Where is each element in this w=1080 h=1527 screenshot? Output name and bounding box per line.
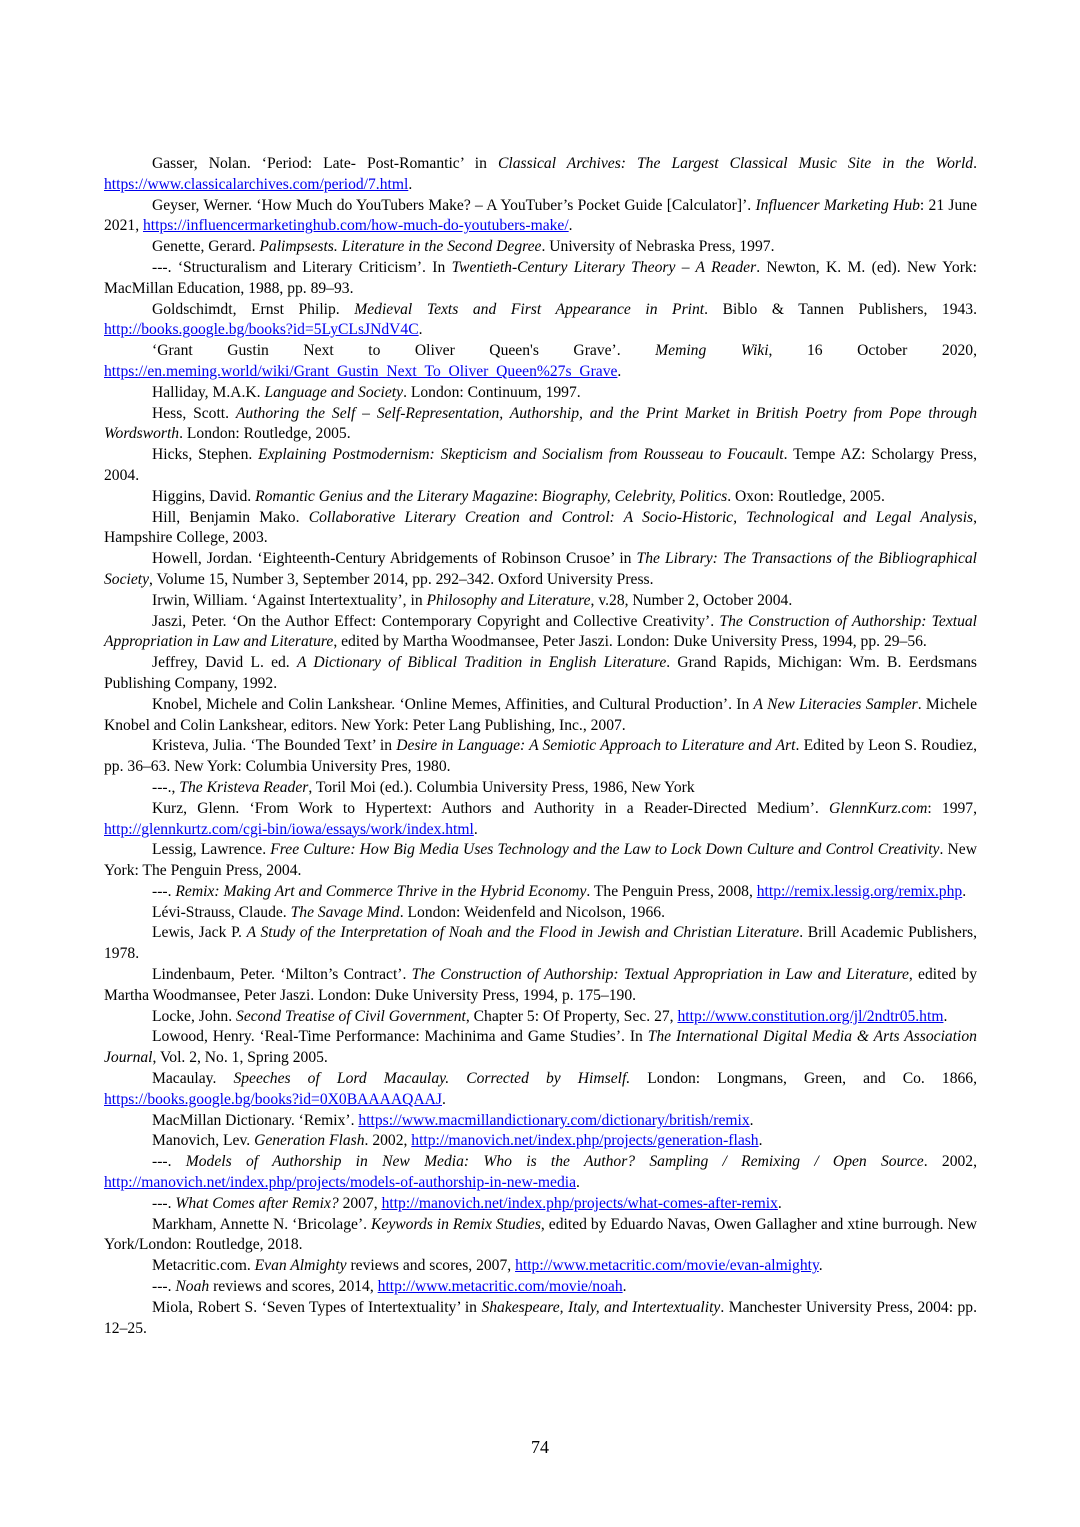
bibliography-entry: [104, 341, 977, 383]
bibliography-entry: [104, 1027, 977, 1069]
entry-text: .: [622, 1278, 627, 1296]
entry-text: , Chapter 5: Of Property, Sec. 27,: [465, 1007, 678, 1025]
work-title: The Construction of Authorship: Textual Appropriation in Law and Literature: [104, 612, 977, 651]
bibliography-entry: [104, 196, 977, 238]
entry-text: Lessig, Lawrence.: [152, 841, 271, 859]
entry-text: , edited by Martha Woodmansee, Peter Jaszi. London: Duke University Press, 1994, pp. 29–56.: [333, 633, 927, 651]
entry-text: Geyser, Werner. ‘How Much do YouTubers Make? – A YouTuber’s Pocket Guide [Calculator]’.: [152, 196, 756, 214]
reference-link[interactable]: http://books.google.bg/books?id=5LyCLsJNdV4C: [104, 321, 419, 339]
bibliography-entry: [104, 1298, 977, 1340]
work-title: Shakespeare, Italy, and Intertextuality: [481, 1298, 721, 1316]
entry-text: , Toril Moi (ed.). Columbia University Press, 1986, New York: [308, 778, 695, 796]
entry-text: .: [818, 1257, 823, 1275]
entry-text: . Biblo & Tannen Publishers, 1943.: [704, 300, 977, 318]
reference-link[interactable]: https://influencermarketinghub.com/how-much-do-youtubers-make/: [142, 217, 569, 235]
entry-text: .: [473, 820, 478, 838]
bibliography-entry: [104, 1194, 977, 1215]
entry-text: . The Penguin Press, 2008,: [586, 882, 757, 900]
entry-text: .: [617, 362, 622, 380]
entry-text: : 21 June 2021,: [104, 196, 977, 235]
entry-text: Lowood, Henry. ‘Real-Time Performance: Machinima and Game Studies’. In: [152, 1028, 648, 1046]
entry-text: Knobel, Michele and Colin Lankshear. ‘Online Memes, Affinities, and Cultural Production’. In: [152, 695, 754, 713]
work-title: Desire in Language: A Semiotic Approach to Literature and Art: [396, 737, 796, 755]
entry-text: Kristeva, Julia. ‘The Bounded Text’ in: [152, 737, 397, 755]
entry-text: Higgins, David.: [152, 487, 256, 505]
entry-text: .: [777, 1194, 782, 1212]
entry-text: ---.: [152, 1153, 186, 1171]
entry-text: Lindenbaum, Peter. ‘Milton’s Contract’.: [152, 966, 412, 984]
work-title: A New Literacies Sampler: [753, 695, 918, 713]
entry-text: Markham, Annette N. ‘Bricolage’.: [152, 1215, 372, 1233]
entry-text: reviews and scores, 2007,: [346, 1257, 516, 1275]
work-title: Speeches of Lord Macaulay. Corrected by Himself.: [233, 1070, 631, 1088]
entry-text: . Manchester University Press, 2004: pp. 12–25.: [104, 1298, 977, 1337]
work-title: What Comes after Remix?: [175, 1194, 339, 1212]
bibliography-entry: [104, 695, 977, 737]
entry-text: . Newton, K. M. (ed). New York: MacMillan Education, 1988, pp. 89–93.: [104, 258, 978, 297]
work-title: Classical Archives: The Largest Classical Music Site in the World: [497, 155, 974, 172]
work-title: Keywords in Remix Studies: [371, 1215, 541, 1233]
entry-text: . New York: The Penguin Press, 2004.: [104, 841, 977, 880]
work-title: Noah: [175, 1278, 210, 1296]
bibliography-entry: [104, 1215, 977, 1257]
work-title: Romantic Genius and the Literary Magazine: [255, 487, 534, 505]
entry-text: , edited by Martha Woodmansee, Peter Jaszi. London: Duke University Press, 1994, p. 175–190.: [104, 966, 978, 1004]
entry-text: .: [943, 1007, 948, 1025]
entry-text: , 16 October 2020,: [768, 342, 977, 360]
entry-text: .: [442, 1090, 446, 1108]
entry-text: :: [533, 487, 542, 505]
reference-link[interactable]: https://books.google.bg/books?id=0X0BAAAAQAAJ: [104, 1090, 442, 1108]
bibliography-entry: [104, 923, 977, 965]
work-title: Authoring the Self – Self-Representation, Authorship, and the Print Market in British Poetry from Pope through Wordsworth: [104, 404, 977, 443]
bibliography-entry: [104, 487, 977, 508]
entry-text: .: [408, 175, 413, 193]
bibliography-entry: [104, 612, 977, 654]
entry-text: . London: Routledge, 2005.: [179, 425, 351, 443]
entry-text: . 2002,: [923, 1153, 977, 1171]
work-title: The Library: The Transactions of the Bibliographical Society: [104, 550, 978, 588]
entry-text: Metacritic.com.: [152, 1257, 255, 1275]
entry-text: Irwin, William. ‘Against Intertextuality’, in: [152, 591, 427, 609]
work-title: Influencer Marketing Hub: [755, 196, 920, 214]
bibliography-entry: [104, 154, 977, 196]
entry-text: Goldschimdt, Ernst Philip.: [152, 300, 355, 318]
entry-text: ‘Grant Gustin Next to Oliver Queen's Grave’.: [152, 342, 656, 360]
work-title: Meming Wiki: [655, 342, 769, 360]
entry-text: ---.,: [152, 778, 180, 796]
entry-text: . Oxon: Routledge, 2005.: [727, 487, 885, 505]
bibliography-entry: [104, 840, 977, 882]
entry-text: .: [962, 882, 967, 900]
entry-text: .: [973, 155, 977, 172]
work-title: Palimpsests. Literature in the Second Degree: [259, 238, 542, 256]
entry-text: .: [749, 1111, 754, 1129]
bibliography-entry: [104, 882, 977, 903]
entry-text: . 2002,: [364, 1132, 412, 1150]
entry-text: 2007,: [338, 1194, 382, 1212]
bibliography-entry: [104, 799, 977, 841]
work-title: GlennKurz.com: [829, 799, 928, 817]
page-number: 74: [531, 1437, 549, 1457]
bibliography-entry: [104, 653, 977, 695]
work-title: Second Treatise of Civil Government: [236, 1007, 466, 1025]
work-title: Twentieth-Century Literary Theory – A Reader: [451, 258, 757, 276]
reference-link[interactable]: http://remix.lessig.org/remix.php: [756, 882, 963, 900]
entry-text: Locke, John.: [152, 1007, 237, 1025]
bibliography-entry: [104, 1131, 977, 1152]
work-title: Models of Authorship in New Media: Who is the Author? Sampling / Remixing / Open Source: [185, 1153, 924, 1171]
entry-text: Lévi-Strauss, Claude.: [152, 903, 291, 921]
entry-text: . University of Nebraska Press, 1997.: [541, 238, 775, 256]
entry-text: Kurz, Glenn. ‘From Work to Hypertext: Authors and Authority in a Reader-Directed Medium’.: [152, 799, 830, 817]
entry-text: .: [576, 1174, 580, 1192]
entry-text: Hill, Benjamin Mako.: [152, 508, 309, 526]
work-title: The Construction of Authorship: Textual Appropriation in Law and Literature: [411, 966, 909, 984]
reference-link[interactable]: http://manovich.net/index.php/projects/what-comes-after-remix: [381, 1194, 778, 1212]
entry-text: reviews and scores, 2014,: [209, 1278, 378, 1296]
work-title: The Kristeva Reader: [179, 778, 309, 796]
bibliography-entry: [104, 300, 977, 342]
entry-text: Halliday, M.A.K.: [152, 383, 265, 401]
reference-link[interactable]: http://www.constitution.org/jl/2ndtr05.htm: [677, 1007, 944, 1025]
reference-link[interactable]: http://manovich.net/index.php/projects/models-of-authorship-in-new-media: [104, 1174, 577, 1192]
work-title: Language and Society: [264, 383, 404, 401]
bibliography-entry: [104, 1277, 977, 1298]
bibliography-entry: [104, 508, 977, 550]
entry-text: : 1997,: [927, 799, 977, 817]
entry-text: . Edited by Leon S. Roudiez, pp. 36–63. New York: Columbia University Pres, 1980.: [104, 737, 978, 776]
bibliography-entry: [104, 445, 977, 487]
entry-text: Miola, Robert S. ‘Seven Types of Intertextuality’ in: [152, 1298, 482, 1316]
entry-text: Howell, Jordan. ‘Eighteenth-Century Abridgements of Robinson Crusoe’ in: [152, 550, 637, 568]
bibliography-entry: [104, 1069, 977, 1111]
entry-text: Gasser, Nolan. ‘Period: Late- Post-Romantic’ in: [152, 155, 498, 172]
entry-text: ---.: [152, 1278, 176, 1296]
bibliography-list: [104, 154, 977, 1339]
entry-text: Lewis, Jack P.: [152, 924, 247, 942]
entry-text: , edited by Eduardo Navas, Owen Gallagher and xtine burrough. New York/London: Routledge, 2018.: [104, 1215, 977, 1254]
reference-link[interactable]: http://manovich.net/index.php/projects/generation-flash: [411, 1132, 759, 1150]
reference-link[interactable]: http://glennkurtz.com/cgi-bin/iowa/essays/work/index.html: [104, 820, 474, 838]
entry-text: . Grand Rapids, Michigan: Wm. B. Eerdsmans Publishing Company, 1992.: [104, 654, 977, 692]
entry-text: ---.: [152, 882, 176, 900]
entry-text: .: [758, 1132, 763, 1150]
bibliography-entry: [104, 383, 977, 404]
reference-link[interactable]: http://www.metacritic.com/movie/evan-almighty: [515, 1257, 819, 1275]
entry-text: . London: Weidenfeld and Nicolson, 1966.: [399, 903, 665, 921]
entry-text: ---.: [152, 1194, 176, 1212]
entry-text: MacMillan Dictionary. ‘Remix’.: [152, 1111, 359, 1129]
work-title: Generation Flash: [254, 1132, 365, 1150]
work-title: The Savage Mind: [290, 903, 400, 921]
work-title: Philosophy and Literature: [426, 591, 591, 609]
work-title: Collaborative Literary Creation and Control: A Socio-Historic, Technological and Legal Analysis: [308, 508, 974, 526]
bibliography-entry: [104, 591, 977, 612]
entry-text: Jeffrey, David L. ed.: [152, 654, 297, 672]
entry-text: London: Longmans, Green, and Co. 1866,: [630, 1070, 977, 1088]
entry-text: . Tempe AZ: Scholargy Press, 2004.: [104, 446, 977, 484]
reference-link[interactable]: https://www.macmillandictionary.com/dictionary/british/remix: [358, 1111, 750, 1129]
entry-text: Hicks, Stephen.: [152, 446, 259, 464]
work-title: A Dictionary of Biblical Tradition in English Literature: [296, 654, 667, 672]
bibliography-entry: [104, 1256, 977, 1277]
entry-text: Genette, Gerard.: [152, 238, 260, 256]
entry-text: ---. ‘Structuralism and Literary Criticism’. In: [152, 258, 452, 276]
reference-link[interactable]: https://www.classicalarchives.com/period/7.html: [104, 175, 409, 193]
entry-text: . London: Continuum, 1997.: [403, 383, 581, 401]
bibliography-entry: [104, 903, 977, 924]
entry-text: Hess, Scott.: [152, 404, 236, 422]
entry-text: , Hampshire College, 2003.: [104, 508, 977, 547]
bibliography-entry: [104, 1111, 977, 1132]
work-title: Explaining Postmodernism: Skepticism and Socialism from Rousseau to Foucault: [258, 446, 784, 464]
entry-text: , Vol. 2, No. 1, Spring 2005.: [152, 1049, 328, 1067]
reference-link[interactable]: https://en.meming.world/wiki/Grant_Gustin_Next_To_Oliver_Queen%27s_Grave: [104, 362, 618, 380]
bibliography-entry: [104, 1007, 977, 1028]
bibliography-entry: [104, 778, 977, 799]
work-title: The International Digital Media & Arts Association Journal: [104, 1028, 977, 1067]
bibliography-entry: [104, 736, 977, 778]
entry-text: Jaszi, Peter. ‘On the Author Effect: Contemporary Copyright and Collective Creativity’.: [152, 612, 720, 630]
work-title: A Study of the Interpretation of Noah and the Flood in Jewish and Christian Literature: [246, 924, 800, 942]
entry-text: .: [418, 321, 423, 339]
entry-text: Macaulay.: [152, 1070, 234, 1088]
work-title: Biography, Celebrity, Politics: [541, 487, 728, 505]
bibliography-entry: [104, 965, 977, 1007]
bibliography-entry: [104, 258, 977, 300]
entry-text: . Michele Knobel and Colin Lankshear, editors. New York: Peter Lang Publishing, Inc., 2007.: [104, 695, 977, 734]
work-title: Remix: Making Art and Commerce Thrive in the Hybrid Economy: [175, 882, 587, 900]
bibliography-entry: [104, 549, 977, 591]
entry-text: , v.28, Number 2, October 2004.: [590, 591, 793, 609]
work-title: Free Culture: How Big Media Uses Technology and the Law to Lock Down Culture and Control Creativity: [270, 841, 940, 859]
bibliography-entry: [104, 1152, 977, 1194]
bibliography-entry: [104, 237, 977, 258]
entry-text: . Brill Academic Publishers, 1978.: [104, 924, 977, 963]
entry-text: .: [568, 217, 573, 235]
work-title: Evan Almighty: [254, 1257, 347, 1275]
entry-text: , Volume 15, Number 3, September 2014, pp. 292–342. Oxford University Press.: [149, 570, 654, 588]
entry-text: Manovich, Lev.: [152, 1132, 255, 1150]
work-title: Medieval Texts and First Appearance in Print: [354, 300, 705, 318]
reference-link[interactable]: http://www.metacritic.com/movie/noah: [377, 1278, 623, 1296]
bibliography-entry: [104, 404, 977, 446]
